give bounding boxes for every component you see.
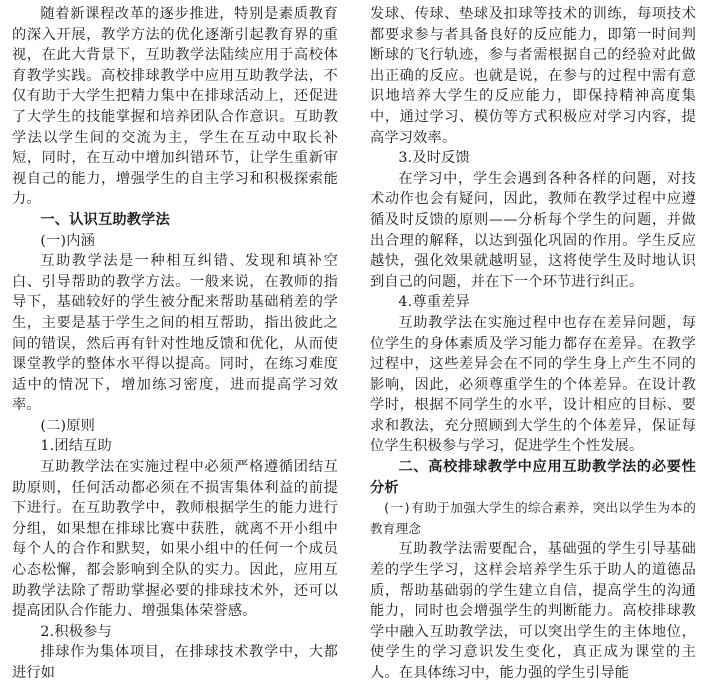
numbered-heading: 4.尊重差异: [398, 294, 470, 311]
subsection-heading: (一)有助于加强大学生的综合素养，突出以学生为本的教育理念: [370, 500, 696, 536]
numbered-heading: 3.及时反馈: [398, 150, 470, 167]
body-paragraph: 互助教学法是一种相互纠错、发现和填补空白、引导帮助的教学方法。一般来说，在教师的指导下，基础较好的学生被分配来帮助基础稍差的学生，主要是基于学生之间的相互帮助，指出彼此之间的错误，然后再有针对性地反馈和优化，从而使课堂教学的整体水平得以提高。同时，在练习难度适中的情况下，增加练习密度，进而提高学习效率。: [12, 253, 338, 414]
numbered-heading: 1.团结互助: [40, 438, 112, 455]
subsection-heading: (一)内涵: [40, 232, 96, 249]
numbered-heading: 2.积极参与: [40, 623, 112, 640]
left-column: [12, 4, 338, 684]
body-paragraph: 互助教学法需要配合，基础强的学生引导基础差的学生学习，这样会培养学生乐于助人的道德品质，帮助基础弱的学生建立自信，提高学生的沟通能力，同时也会增强学生的判断能力。高校排球教学中融入互助教学法，可以突出学生的主体地位，使学生的学习意识发生变化，真正成为课堂的主人。在具体练习中，能力强的学生引导能: [370, 541, 696, 681]
body-paragraph: 在学习中，学生会遇到各种各样的问题，对技术动作也会有疑问，因此，教师在教学过程中应遵循及时反馈的原则——分析每个学生的问题，并做出合理的解释，以达到强化巩固的作用。学生反应越快，强化效果就越明显，这将使学生及时地认识到自己的问题，并在下一个环节进行纠正。: [370, 170, 696, 290]
body-paragraph-continued: 发球、传球、垫球及扣球等技术的训练，每项技术都要求参与者具备良好的反应能力，即第一时间判断球的飞行轨迹，参与者需根据自己的经验对此做出正确的反应。也就是说，在参与的过程中需有意识地培养大学生的反应能力，即保持精神高度集中，通过学习、模仿等方式积极应对学习内容，提高学习效率。: [370, 6, 696, 146]
right-column: [370, 4, 696, 684]
intro-paragraph: 随着新课程改革的逐步推进，特别是素质教育的深入开展，教学方法的优化逐渐引起教育界的重视，在此大背景下，互助教学法陆续应用于高校体育教学实践。高校排球教学中应用互助教学法，不仅有助于大学生把精力集中在排球活动上，还促进了大学生的技能掌握和培养团队合作意识。互助教学法以学生间的交流为主，学生在互动中取长补短，同时，在互动中增加纠错环节，让学生重新审视自己的能力，增强学生的自主学习和积极探索能力。: [12, 6, 338, 208]
section-heading-2: 二、高校排球教学中应用互助教学法的必要性分析: [370, 459, 696, 496]
body-paragraph: 互助教学法在实施过程中也存在差异问题，每位学生的身体素质及学习能力都存在差异。在教学过程中，这些差异会在不同的学生身上产生不同的影响，因此，必须尊重学生的个体差异。在设计教学时，根据不同学生的水平，设计相应的目标、要求和教法，充分照顾到大学生的个体差异，保证每位学生积极参与学习，促进学生个性发展。: [370, 314, 696, 455]
body-paragraph: 排球作为集体项目，在排球技术教学中，大都进行如: [12, 644, 338, 681]
body-paragraph: 互助教学法在实施过程中必须严格遵循团结互助原则，任何活动都必须在不损害集体利益的前提下进行。在互助教学中，教师根据学生的能力进行分组，如果想在排球比赛中获胜，就离不开小组中每个人的合作和默契，如果小组中的任何一个成员心态松懈，都会影响到全队的实力。因此，应用互助教学法除了帮助掌握必要的排球技术外，还可以提高团队合作能力、增强集体荣誉感。: [12, 459, 338, 620]
subsection-heading: (二)原则: [40, 417, 96, 434]
section-heading-1: 一、认识互助教学法: [40, 211, 170, 228]
